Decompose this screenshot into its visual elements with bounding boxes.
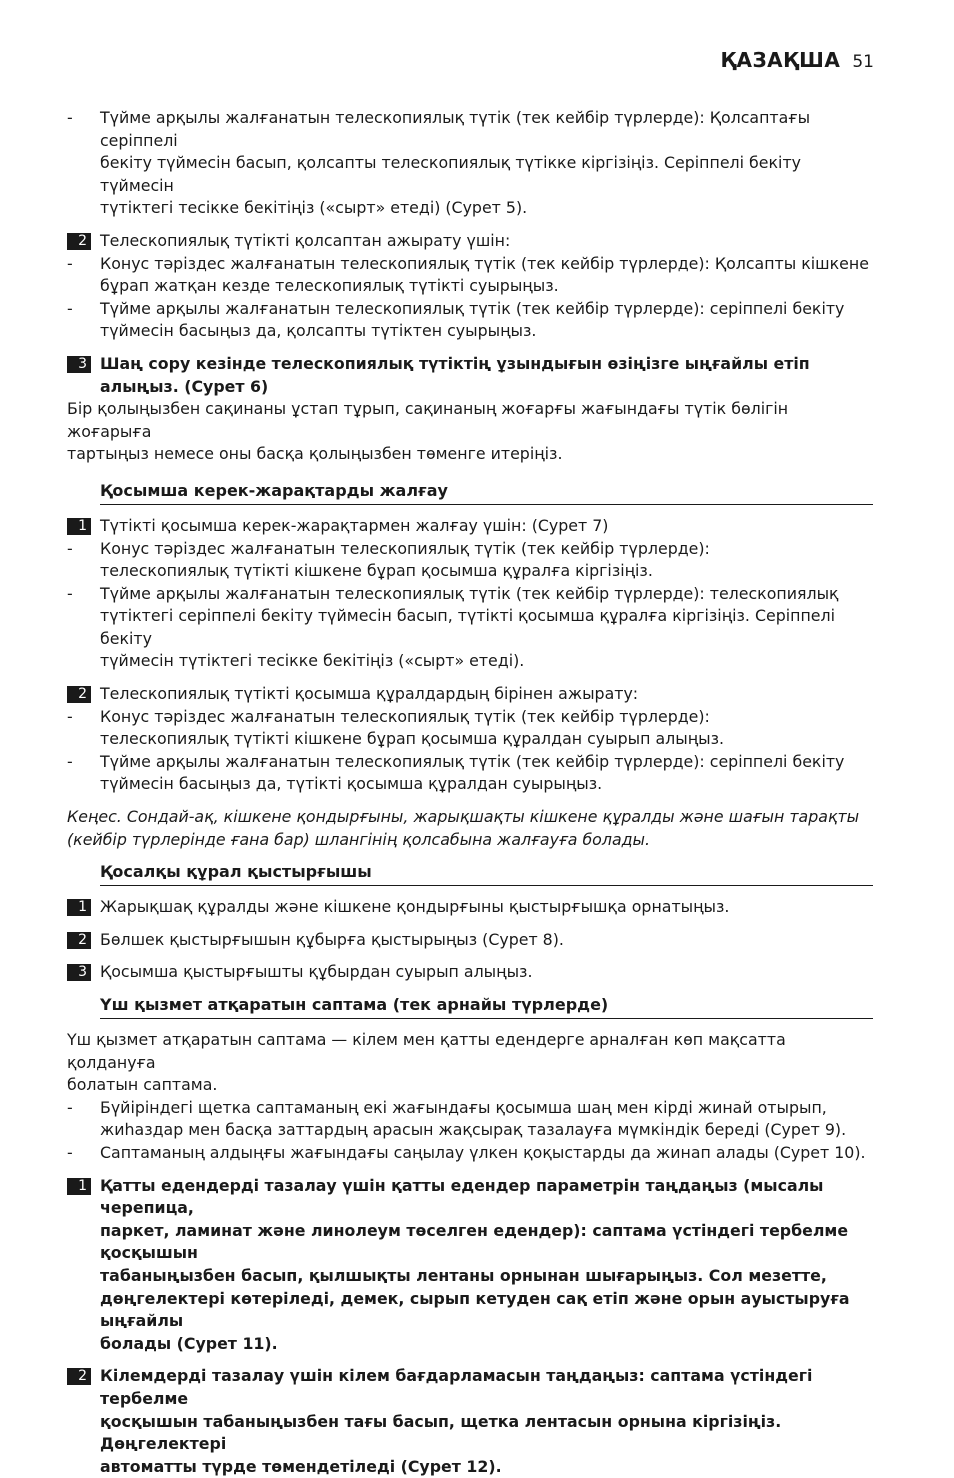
- text-line: тартыңыз немесе оны басқа қолыңызбен төменге итеріңіз.: [67, 444, 563, 464]
- step-item: [67, 683, 873, 706]
- step-item: [67, 929, 873, 952]
- text-line: жиһаздар мен басқа заттардың арасын жақсырақ тазалауға мүмкіндік береді (Сурет 9).: [100, 1120, 847, 1140]
- text-line: телескопиялық түтікті кішкене бұрап қосымша құралға кіргізіңіз.: [100, 561, 653, 581]
- bullet-item: [67, 1097, 873, 1142]
- text-line: Жарықшақ құралды және кішкене қондырғыны қыстырғышқа орнатыңыз.: [100, 897, 730, 917]
- bullet-item: [67, 538, 873, 583]
- text-line: бұрап жатқан кезде телескопиялық түтікті суырыңыз.: [100, 276, 559, 296]
- text-line: түймесін басыңыз да, түтікті қосымша құралдан суырыңыз.: [100, 774, 603, 794]
- text-line: автоматты түрде төмендетіледі (Сурет 12).: [100, 1456, 502, 1476]
- step-number: 1: [67, 899, 91, 916]
- language-label: ҚАЗАҚША: [720, 48, 841, 72]
- bullet-item: [67, 1142, 873, 1165]
- text-line: паркет, ламинат және линолеум төселген едендер): саптама үстіндегі тербелме қосқышын: [100, 1220, 849, 1263]
- text-line: Түтікті қосымша керек-жарақтармен жалғау үшін: (Сурет 7): [100, 515, 609, 535]
- bullet-item: [67, 583, 873, 673]
- step-number: 2: [67, 233, 91, 250]
- step-number: 3: [67, 964, 91, 981]
- bullet-dash: -: [67, 706, 73, 726]
- section-heading: Үш қызмет атқаратын саптама (тек арнайы түрлерде): [100, 994, 873, 1019]
- text-line: Түйме арқылы жалғанатын телескопиялық түтік (тек кейбір түрлерде): серіппелі бекіту: [100, 298, 845, 318]
- text-line: қосқышын табаныңызбен тағы басып, щетка лентасын орнына кіргізіңіз. Дөңгелектері: [100, 1411, 782, 1454]
- tip-paragraph: [67, 806, 873, 851]
- text-line: (кейбір түрлерінде ғана бар) шлангінің қолсабына жалғауға болады.: [67, 829, 651, 849]
- step-number: 2: [67, 932, 91, 949]
- text-line: алыңыз. (Сурет 6): [100, 376, 269, 396]
- text-line: Саптаманың алдыңғы жағындағы саңылау үлкен қоқыстарды да жинап алады (Сурет 10).: [100, 1142, 866, 1162]
- step-number: 1: [67, 1178, 91, 1195]
- step-item: [67, 961, 873, 984]
- step-item: [67, 1175, 873, 1356]
- bullet-item: [67, 298, 873, 343]
- bullet-item: [67, 706, 873, 751]
- text-line: Түйме арқылы жалғанатын телескопиялық түтік (тек кейбір түрлерде): Қолсаптағы серіппелі: [100, 108, 811, 150]
- bullet-dash: -: [67, 1142, 73, 1162]
- section-heading: Қосалқы құрал қыстырғышы: [100, 861, 873, 886]
- text-line: Конус тәріздес жалғанатын телескопиялық түтік (тек кейбір түрлерде):: [100, 538, 710, 558]
- text-line: болатын саптама.: [67, 1075, 218, 1095]
- text-line: Бүйіріндегі щетка саптаманың екі жағындағы қосымша шаң мен кірді жинай отырып,: [100, 1097, 827, 1117]
- bullet-dash: -: [67, 1097, 73, 1117]
- page-number: 51: [852, 52, 874, 72]
- text-line: түтіктегі серіппелі бекіту түймесін басып, түтікті қосымша құралға кіргізіңіз. Серіппелі бекіту: [100, 606, 835, 648]
- bullet-dash: -: [67, 751, 73, 771]
- text-line: түймесін басыңыз да, қолсапты түтіктен суырыңыз.: [100, 321, 537, 341]
- text-line: Түйме арқылы жалғанатын телескопиялық түтік (тек кейбір түрлерде): серіппелі бекіту: [100, 751, 845, 771]
- step-item: [67, 1365, 873, 1478]
- text-line: түймесін түтіктегі тесікке бекітіңіз («сырт» етеді).: [100, 651, 525, 671]
- text-line: дөңгелектері көтеріледі, демек, сырып кетуден сақ етіп және орын ауыстыруға ыңғайлы: [100, 1288, 850, 1331]
- page-header: [721, 48, 875, 72]
- paragraph: [67, 1029, 873, 1097]
- main-content: [67, 107, 873, 1478]
- step-number: 2: [67, 1368, 91, 1385]
- text-line: Түйме арқылы жалғанатын телескопиялық түтік (тек кейбір түрлерде): телескопиялық: [100, 583, 839, 603]
- text-line: Кілемдерді тазалау үшін кілем бағдарламасын таңдаңыз: саптама үстіндегі тербелме: [100, 1366, 813, 1408]
- section-heading: Қосымша керек-жарақтарды жалғау: [100, 480, 873, 505]
- step-item: [67, 515, 873, 538]
- bullet-dash: -: [67, 253, 73, 273]
- bullet-dash: -: [67, 583, 73, 603]
- text-line: бекіту түймесін басып, қолсапты телескопиялық түтікке кіргізіңіз. Серіппелі бекіту түймесін: [100, 153, 801, 195]
- text-line: Үш қызмет атқаратын саптама — кілем мен қатты едендерге арналған көп мақсатта қолдануға: [67, 1030, 786, 1072]
- bullet-dash: -: [67, 298, 73, 318]
- text-line: Қосымша қыстырғышты құбырдан суырып алыңыз.: [100, 962, 533, 982]
- text-line: Телескопиялық түтікті қолсаптан ажырату үшін:: [100, 230, 511, 250]
- text-line: табаныңызбен басып, қылшықты лентаны орнынан шығарыңыз. Сол мезетте,: [100, 1265, 827, 1285]
- text-line: телескопиялық түтікті кішкене бұрап қосымша құралдан суырып алыңыз.: [100, 729, 725, 749]
- text-line: болады (Сурет 11).: [100, 1333, 278, 1353]
- text-line: Телескопиялық түтікті қосымша құралдардың бірінен ажырату:: [100, 684, 639, 704]
- bullet-dash: -: [67, 108, 73, 127]
- paragraph: [67, 398, 873, 466]
- text-line: Бір қолыңызбен сақинаны ұстап тұрып, сақинаның жоғарғы жағындағы түтік бөлігін жоғарыға: [67, 399, 789, 441]
- step-item: [67, 230, 873, 253]
- text-line: түтіктегі тесікке бекітіңіз («сырт» етеді) (Сурет 5).: [100, 198, 528, 218]
- text-line: Конус тәріздес жалғанатын телескопиялық түтік (тек кейбір түрлерде): Қолсапты кішкене: [100, 253, 869, 273]
- step-item: [67, 896, 873, 919]
- bullet-item: [67, 253, 873, 298]
- bullet-item: [67, 751, 873, 796]
- bullet-dash: -: [67, 538, 73, 558]
- step-number: 1: [67, 518, 91, 535]
- text-line: Бөлшек қыстырғышын құбырға қыстырыңыз (Сурет 8).: [100, 929, 564, 949]
- text-line: Кеңес. Сондай-ақ, кішкене қондырғыны, жарықшақты кішкене құралды және шағын тарақты: [67, 807, 860, 827]
- text-line: Қатты едендерді тазалау үшін қатты едендер параметрін таңдаңыз (мысалы черепица,: [100, 1175, 824, 1218]
- text-line: Конус тәріздес жалғанатын телескопиялық түтік (тек кейбір түрлерде):: [100, 706, 710, 726]
- step-number: 2: [67, 686, 91, 703]
- text-line: Шаң сору кезінде телескопиялық түтіктің ұзындығын өзіңізге ыңғайлы етіп: [100, 353, 810, 373]
- bullet-item: [67, 107, 873, 220]
- step-item: [67, 353, 873, 398]
- step-number: 3: [67, 356, 91, 373]
